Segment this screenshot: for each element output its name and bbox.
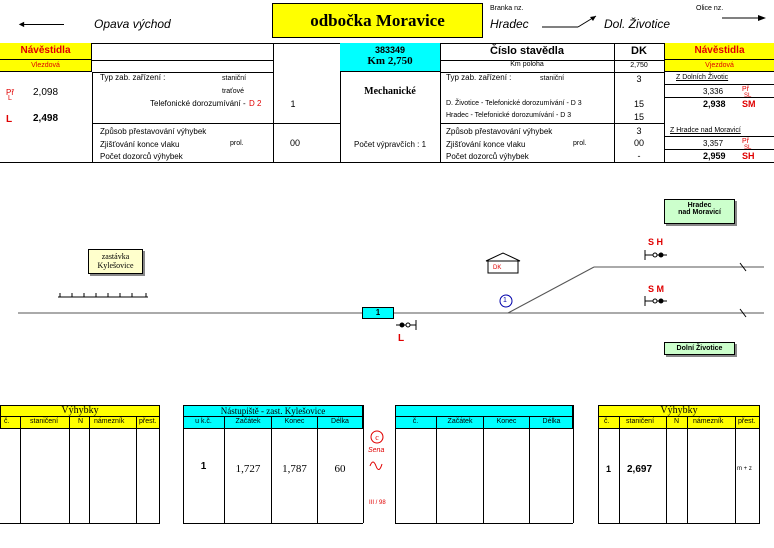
left-col-stationing: staničení [30,418,59,425]
left-signals-subtitle: Vlezdová [31,62,60,69]
right-km-label: Km poloha [510,61,544,68]
right-signals-subtitle: Vjezdová [705,62,734,69]
second-col-end: Konec [496,418,517,425]
left-signal2-km: 2,498 [33,113,59,124]
right-panel-line3 [665,136,774,137]
left-signals-title: Návěstidla [20,45,71,56]
right-arrow-icon [540,12,600,30]
neighbor-station-branka: Branka nz. [490,5,524,12]
right-signals-title: Návěstidla [694,45,745,56]
right-info-mid-line [440,123,664,124]
right-table-col-line4 [735,417,736,523]
left-switches-header [0,405,160,417]
left-table-col-line5 [159,405,160,523]
right-signals-subheader [665,60,774,72]
right-table-col-line3 [687,417,688,523]
left-signal1-km: 2,098 [33,87,59,98]
platform-end-value: 1,787 [282,463,307,475]
dk-phone2: 15 [633,112,644,122]
switch-number: 1 [503,297,507,304]
stop-label-box [88,249,143,274]
left-type-value2: traťové [222,88,245,95]
second-col-start: Začátek [447,418,473,425]
right-g2-row1-sub: SL [744,145,752,151]
left-table-col-line4 [136,417,137,523]
right-g1-row2-km: 2,938 [703,99,726,109]
second-col-line1 [436,417,437,523]
right-col-n: N [674,418,680,425]
second-col-line2 [483,417,484,523]
second-col-length: Délka [542,418,561,425]
platform-track-value: 1 [200,461,207,472]
left-signal1-symbol: Př [6,88,14,97]
center-header [340,43,440,72]
platform-col-length: Délka [331,418,349,425]
left-signals-subheader [0,60,92,72]
right-switch-number: 1 [605,464,611,474]
right-train-end-label: Zjišťování konce vlaku [446,140,526,149]
platform-col-track: u k.č. [195,418,212,425]
dk-train-end: 00 [633,138,644,148]
left-train-end-abbr: prol. [230,140,244,147]
zivotice-direction-box [664,342,735,355]
svg-text:c: c [375,433,379,442]
right-g2-row2-km: 2,959 [703,151,726,161]
right-switches-header [598,405,760,417]
right-switches-title: Výhybky [660,405,698,416]
platform-header [183,405,363,417]
right-g2-row1-km: 3,357 [703,139,724,148]
platform-title: Nástupiště - zast. Kylešovice [220,406,326,416]
dk-box-label: DK [493,265,502,271]
second-table-bottom [395,523,573,524]
right-train-end-abbr: prol. [573,140,587,147]
right-type-label: Typ zab. zařízení : [446,73,512,82]
left-switches-title: Výhybky [61,405,99,416]
second-col-line4 [573,405,574,523]
signal-SH-label: S H [648,237,664,247]
platform-marks-icon [58,293,148,297]
dk-km: 2,750 [630,62,648,69]
left-col-n: N [78,418,84,425]
table-bottom-border [0,162,774,163]
platform-track-box [362,307,394,319]
neighbor-station-olice: Olice nz. [696,5,724,12]
right-signals-header [665,43,774,60]
left-type-value: staniční [222,75,247,82]
platform-track-number: 1 [375,308,381,317]
right-info-title: Číslo stavědla [490,45,564,57]
left-switch-label: Způsob přestavování výhybek [100,127,207,136]
branch-track-line [508,267,594,313]
left-table-col-line3 [89,417,90,523]
signal-SH-icon [645,250,667,260]
platform-col-start: Začátek [235,418,261,425]
right-switch-label: Způsob přestavování výhybek [446,127,553,136]
center-number: 383349 [374,45,406,55]
signal-SM-label: S M [648,284,665,294]
signal-L-icon [396,320,416,330]
left-table-col-line2 [69,417,70,523]
right-station-hradec: Hradec [490,17,529,31]
right-station-zivotice: Dol. Životice [604,17,671,31]
left-signal2-symbol: L [6,114,13,125]
left-table-col-line1 [20,417,21,523]
right-group1-title: Z Dolních Životic [676,74,729,81]
right-phone1-label: D. Životice - Telefonické dorozumívání - D 3 [446,100,582,107]
left-supervisors-label: Počet dozorců výhybek [100,152,183,161]
second-col-line0 [395,405,396,523]
right-g1-row1-sym: Př [742,86,749,93]
left-signal1-sub: L [8,95,12,102]
left-arrow-line [20,24,64,25]
right-switch-prest: m + z [737,466,752,472]
left-phone-label: Telefonické dorozumívání - [150,99,246,108]
right-arrow-2-icon [720,10,770,26]
dk-phone1: 15 [633,99,644,109]
zivotice-label: Dolní Životice [676,345,723,352]
signal-L-label: L [398,333,405,344]
left-col-prest: přest. [139,418,157,425]
second-table-header [395,405,573,417]
stop-label-line2: Kylešovice [97,261,134,270]
center-dispatchers: Počet výpravčích : 1 [353,140,427,149]
dk-switch: 3 [636,126,642,136]
left-station: Opava východ [94,17,171,31]
left-train-end-label: Zjišťování konce vlaku [100,140,180,149]
left-train-end-value: 00 [289,138,300,148]
right-g2-row1-sym: Př [742,138,749,145]
right-table-bottom [598,523,760,524]
station-building-icon [486,253,520,273]
right-g2-row2-sym: SH [742,151,755,161]
right-table-col-line5 [759,405,760,523]
right-group2-title: Z Hradce nad Moravicí [670,127,741,134]
track-diagram [0,165,774,395]
center-km: Km 2,750 [367,55,413,67]
dk-supervisors: - [637,151,641,161]
right-g1-row1-km: 3,336 [703,87,724,96]
left-phone-value: 1 [290,99,296,109]
right-col-prest: přest. [738,418,756,425]
center-type: Mechanické [364,86,416,97]
right-switch-km: 2,697 [627,464,653,475]
right-panel-line2 [665,97,774,98]
platform-start-value: 1,727 [235,463,261,475]
hradec-label-line1: Hradec [687,202,712,209]
second-col-line3 [529,417,530,523]
right-g1-row1-sub: SL [744,93,752,99]
dk-type: 3 [636,74,642,84]
hradec-label-line2: nad Moravicí [678,209,721,216]
right-supervisors-label: Počet dozorců výhybek [446,152,529,161]
right-col-c: č. [604,418,610,425]
signal-SM-icon [645,296,667,306]
stamp-text: Sena [368,447,385,454]
stop-label-line1: zastávka [101,252,130,261]
platform-table-bottom [183,523,363,524]
right-table-col-line2 [666,417,667,523]
divider-left [92,72,93,162]
left-phone-ref: D 2 [249,99,262,108]
right-phone2-label: Hradec - Telefonické dorozumívání - D 3 [446,112,572,119]
left-arrow-icon: ◄ [17,19,26,29]
left-table-bottom [0,523,160,524]
left-info-mid-line [92,123,340,124]
right-panel-line1 [665,84,774,85]
hradec-direction-box [664,199,735,224]
left-type-label: Typ zab. zařízení : [100,73,166,82]
left-col-c: č. [4,418,10,425]
right-table-col-line1 [619,417,620,523]
stamp-date: III / 98 [369,500,386,506]
right-panel-line4 [665,149,774,150]
left-col-approver: námezník [94,418,125,425]
platform-length-value: 60 [334,463,346,475]
right-g1-row2-sym: SM [742,99,756,109]
right-type-value: staniční [540,75,565,82]
dk-title: DK [631,45,647,57]
second-col-c: č. [412,418,419,425]
right-col-approver: námezník [693,418,724,425]
right-col-stationing: staničení [626,418,655,425]
station-title-box [272,3,483,38]
left-info-header-line [92,60,273,61]
left-signals-header [0,43,92,60]
station-title: odbočka Moravice [310,11,445,30]
platform-col-end: Konec [284,418,305,425]
